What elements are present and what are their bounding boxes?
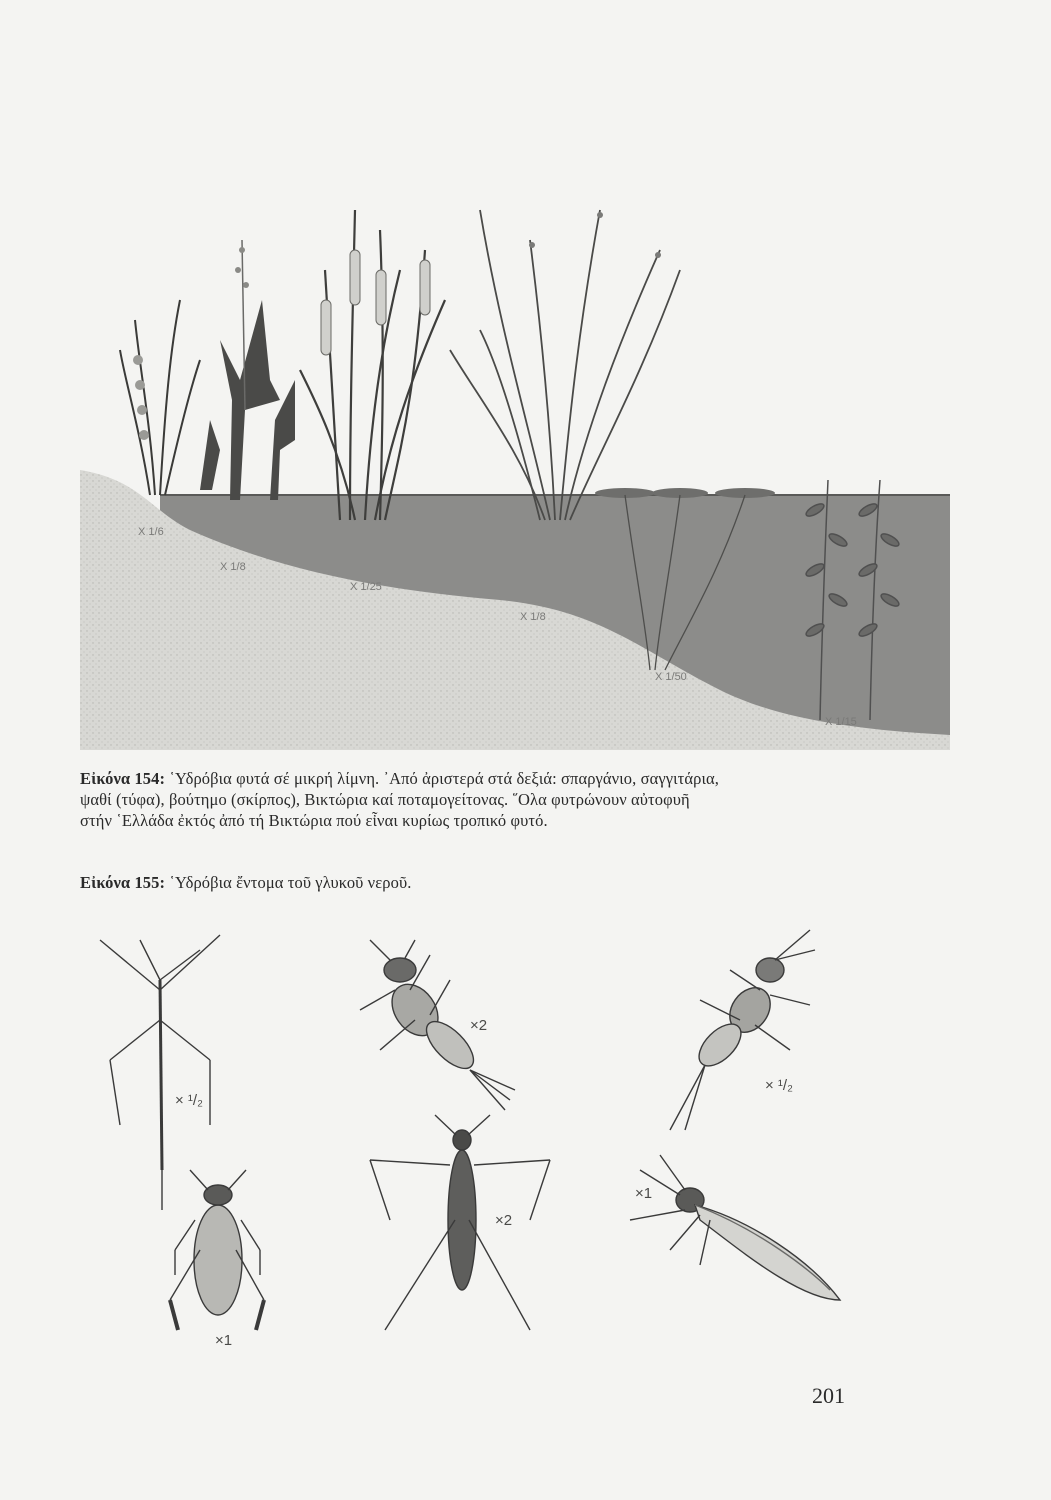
scale-label: X 1/8 xyxy=(520,611,546,623)
scale-label: X 1/15 xyxy=(825,716,857,728)
caption-label: Εἰκόνα 155: xyxy=(80,873,166,892)
scirpus-plant xyxy=(450,210,680,520)
scale-label: ×2 xyxy=(495,1212,513,1229)
water-strider xyxy=(370,1115,550,1330)
mayfly-nymph xyxy=(360,940,515,1110)
scale-label: X 1/8 xyxy=(220,561,246,573)
caption-text: ψαθί (τύφα), βούτημο (σκίρπος), Βικτώρια καί ποταμογείτονας. ῞Ολα φυτρώνουν αὐτοφυῆ xyxy=(80,790,690,809)
sparganium-plant xyxy=(120,300,200,495)
figure-caption xyxy=(80,768,880,831)
pond-plants-illustration xyxy=(80,150,950,750)
caption-text: ῾Υδρόβια ἔντομα τοῦ γλυκοῦ νεροῦ. xyxy=(169,873,412,892)
backswimmer-insect xyxy=(170,1170,264,1330)
scale-label: ×1 xyxy=(635,1185,653,1202)
scale-label: ×1 xyxy=(215,1332,233,1349)
stonefly-nymph xyxy=(670,930,815,1130)
scale-label: X 1/6 xyxy=(138,526,164,538)
stick-insect xyxy=(100,935,220,1210)
scale-label: X 1/25 xyxy=(350,581,382,593)
figure-caption xyxy=(80,872,880,893)
scale-label: × ¹/₂ xyxy=(765,1077,793,1094)
scale-label: ×2 xyxy=(470,1017,488,1034)
scale-label: × ¹/₂ xyxy=(175,1092,203,1109)
sagittaria-plant xyxy=(200,240,295,500)
scale-label: X 1/50 xyxy=(655,671,687,683)
typha-plant xyxy=(300,210,445,520)
caption-label: Εἰκόνα 154: xyxy=(80,769,166,788)
caption-text: στήν ῾Ελλάδα ἐκτός ἀπό τή Βικτώρια πού εἶναι κυρίως τροπικό φυτό. xyxy=(80,811,548,830)
caption-text: ῾Υδρόβια φυτά σέ μικρή λίμνη. ᾿Από ἀριστερά στά δεξιά: σπαργάνιο, σαγγιτάρια, xyxy=(169,769,719,788)
page-number: 201 xyxy=(812,1383,845,1408)
aquatic-insects-illustration xyxy=(70,920,870,1380)
adult-stonefly xyxy=(630,1155,840,1300)
